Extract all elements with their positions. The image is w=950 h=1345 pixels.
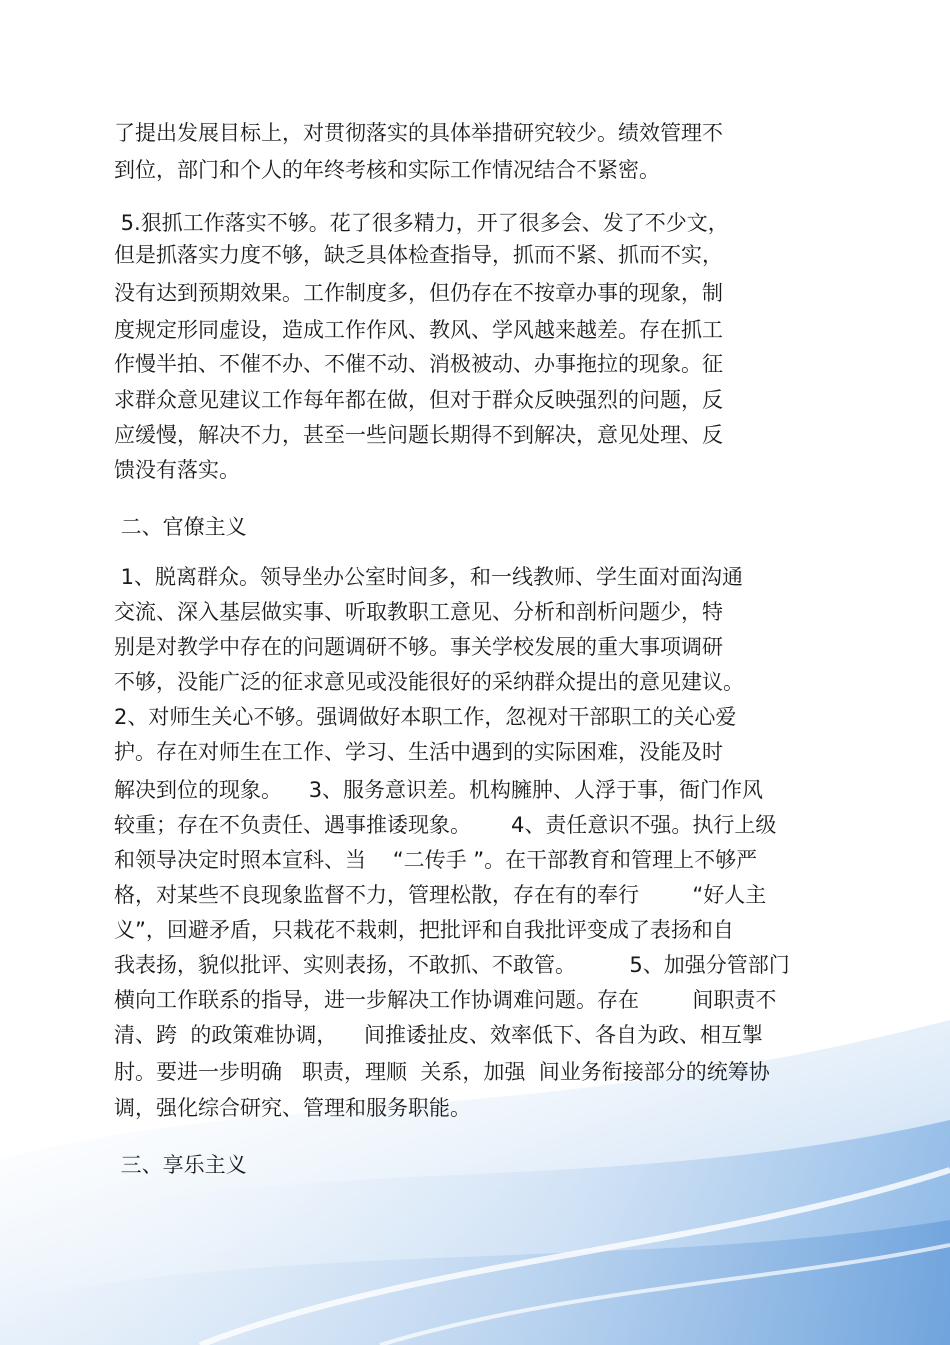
text-line: 二、官僚主义	[114, 515, 247, 539]
text-line: 度规定形同虚设，造成工作作风、教风、学风越来越差。存在抓工	[114, 318, 723, 342]
text-line: 但是抓落实力度不够，缺乏具体检查指导，抓而不紧、抓而不实，	[114, 243, 723, 267]
text-line: 解决到位的现象。 3、服务意识差。机构臃肿、人浮于事，衙门作风	[114, 778, 764, 802]
text-line: 和领导决定时照本宣科、当 “二传手 ”。在干部教育和管理上不够严	[114, 848, 758, 872]
text-line: 较重；存在不负责任、遇事推诿现象。 4、责任意识不强。执行上级	[114, 813, 777, 837]
text-line: 三、享乐主义	[114, 1153, 247, 1177]
text-line: 我表扬，貌似批评、实则表扬，不敢抓、不敢管。 5、加强分管部门	[114, 953, 790, 977]
text-line: 2、对师生关心不够。强调做好本职工作，忽视对干部职工的关心爱	[114, 705, 737, 729]
text-line: 了提出发展目标上，对贯彻落实的具体举措研究较少。绩效管理不	[114, 121, 723, 145]
text-line: 肘。要进一步明确 职责，理顺 关系，加强 间业务衔接部分的统筹协	[114, 1060, 770, 1084]
text-line: 护。存在对师生在工作、学习、生活中遇到的实际困难，没能及时	[114, 740, 723, 764]
text-line: 清、跨 的政策难协调， 间推诿扯皮、效率低下、各自为政、相互掣	[114, 1023, 764, 1047]
text-line: 横向工作联系的指导，进一步解决工作协调难问题。存在 间职责不	[114, 988, 777, 1012]
text-line: 馈没有落实。	[114, 458, 240, 482]
text-line: 交流、深入基层做实事、听取教职工意见、分析和剖析问题少，特	[114, 600, 723, 624]
text-line: 应缓慢，解决不力，甚至一些问题长期得不到解决，意见处理、反	[114, 423, 723, 447]
text-line: 作慢半拍、不催不办、不催不动、消极被动、办事拖拉的现象。征	[114, 352, 723, 376]
text-line: 义”，回避矛盾，只栽花不栽刺，把批评和自我批评变成了表扬和自	[114, 918, 734, 942]
text-line: 1、脱离群众。领导坐办公室时间多，和一线教师、学生面对面沟通	[114, 565, 744, 589]
text-line: 5.狠抓工作落实不够。花了很多精力，开了很多会、发了不少文，	[114, 211, 729, 235]
text-line: 没有达到预期效果。工作制度多，但仍存在不按章办事的现象，制	[114, 281, 723, 305]
text-line: 不够，没能广泛的征求意见或没能很好的采纳群众提出的意见建议。	[114, 670, 744, 694]
text-line: 调，强化综合研究、管理和服务职能。	[114, 1096, 471, 1120]
text-line: 格，对某些不良现象监督不力，管理松散，存在有的奉行 “好人主	[114, 883, 767, 907]
text-line: 求群众意见建议工作每年都在做，但对于群众反映强烈的问题，反	[114, 388, 723, 412]
text-line: 到位，部门和个人的年终考核和实际工作情况结合不紧密。	[114, 158, 660, 182]
text-line: 别是对教学中存在的问题调研不够。事关学校发展的重大事项调研	[114, 635, 723, 659]
